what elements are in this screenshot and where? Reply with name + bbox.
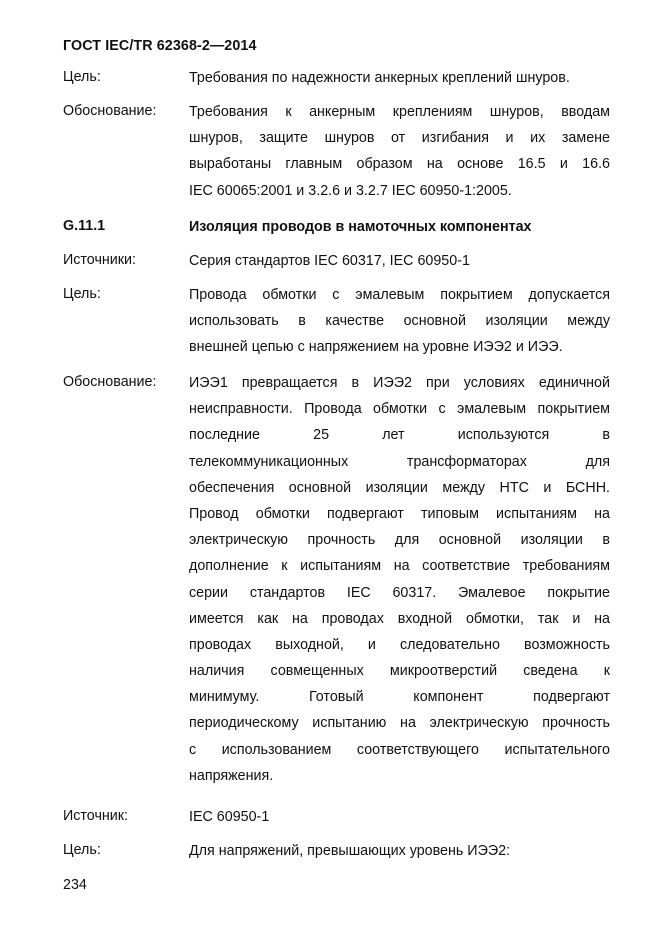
page-number: 234 <box>63 877 87 893</box>
section-text: Серия стандартов IEC 60317, IEC 60950-1 <box>189 253 470 269</box>
section-text: ИЭЭ1 превращается в ИЭЭ2 при условиях единичной неисправности. Провода обмотки с эмалевым покрытием последние 25 лет используются в телекоммуникационных трансформаторах для обеспечения основной изоляции между НТС и БСНН. Провод обмотки подвергают типовым испытаниям на электрическую прочность для основной изоляции в дополнение к испытаниям на соответствие требованиям серии стандартов IEC 60317. Эмалевое покрытие имеется как на проводах входной обмотки, так и на проводах выходной, и следовательно возможность наличия совмещенных микроотверстий сведена к минимуму. Готовый компонент подвергают периодическому испытанию на электрическую прочность с использованием соответствующего испытательного напряжения. <box>189 375 610 784</box>
section-text: IEC 60950-1 <box>189 809 270 825</box>
section-text: Для напряжений, превышающих уровень ИЭЭ2: <box>189 843 511 859</box>
section-label: Цель: <box>63 286 101 302</box>
document-header: ГОСТ IEC/TR 62368-2—2014 <box>63 38 257 54</box>
section-label: Обоснование: <box>63 374 157 390</box>
section-text: Требования по надежности анкерных креплений шнуров. <box>189 70 570 86</box>
section-text: Провода обмотки с эмалевым покрытием допускается использовать в качестве основной изоляции между внешней цепью с напряжением на уровне ИЭЭ2 и ИЭЭ. <box>189 287 610 356</box>
subsection-title: Изоляция проводов в намоточных компонентах <box>189 219 532 235</box>
section-text: Требования к анкерным креплениям шнуров, вводам шнуров, защите шнуров от изгибания и их замене выработаны главным образом на основе 16.5 и 16.6 IEC 60065:2001 и 3.2.6 и 3.2.7 IEC 60950-1:2005. <box>189 104 610 199</box>
section-label: Цель: <box>63 842 101 858</box>
section-label: Обоснование: <box>63 103 157 119</box>
section-label: Источники: <box>63 252 136 268</box>
section-label: Цель: <box>63 69 101 85</box>
section-label: Источник: <box>63 808 129 824</box>
subsection-number: G.11.1 <box>63 218 106 234</box>
